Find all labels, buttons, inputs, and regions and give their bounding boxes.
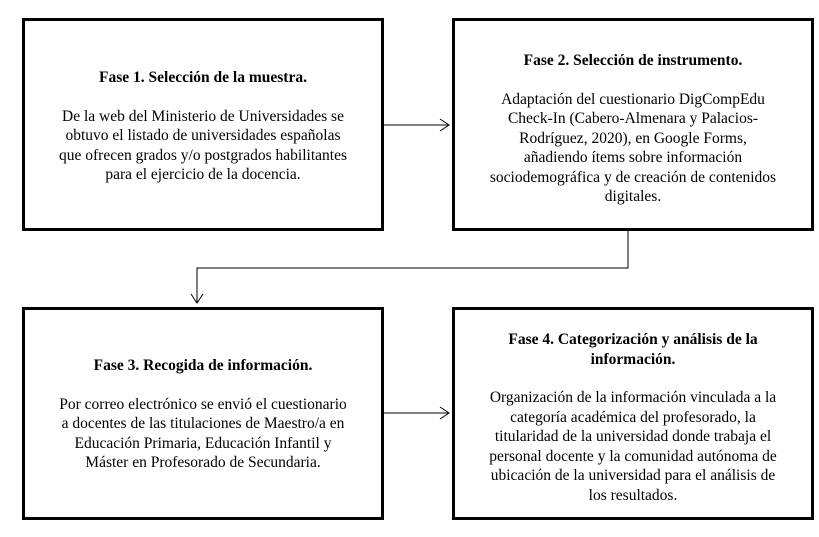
- phase-1-box: [22, 18, 384, 231]
- phase-4-title: Fase 4. Categorización y análisis de la información.: [508, 331, 758, 368]
- phase-2-description: Adaptación del cuestionario DigCompEdu Check-In (Cabero-Almenara y Palacios- Rodríguez, 2020), en Google Forms, añadiendo ítems sobre información sociodemográfica y de creación de contenidos digitales.: [489, 90, 777, 205]
- phase-1-description: De la web del Ministerio de Universidades se obtuvo el listado de universidades españolas que ofrecen grados y/o postgrados habilitantes para el ejercicio de la docencia.: [59, 107, 347, 183]
- phase-1-title: Fase 1. Selección de la muestra.: [99, 69, 307, 86]
- arrow-phase2-to-phase3: [191, 230, 628, 303]
- arrow-phase1-to-phase2: [383, 119, 449, 131]
- phase-2-box: [452, 18, 814, 231]
- phase-2-title: Fase 2. Selección de instrumento.: [523, 52, 743, 69]
- phase-4-box: [452, 307, 814, 520]
- phase-3-box: [22, 307, 384, 520]
- phase-4-description: Organización de la información vinculada a la categoría académica del profesorado, la titularidad de la universidad donde trabaja el personal docente y la comunidad autónoma de ubicación de la universidad para el análisis de los resultados.: [489, 389, 777, 504]
- phase-3-description: Por correo electrónico se envió el cuestionario a docentes de las titulaciones de Maestro/a en Educación Primaria, Educación Infantil y Máster en Profesorado de Secundaria.: [59, 395, 347, 471]
- arrow-phase3-to-phase4: [383, 407, 449, 419]
- phase-3-title: Fase 3. Recogida de información.: [93, 357, 313, 374]
